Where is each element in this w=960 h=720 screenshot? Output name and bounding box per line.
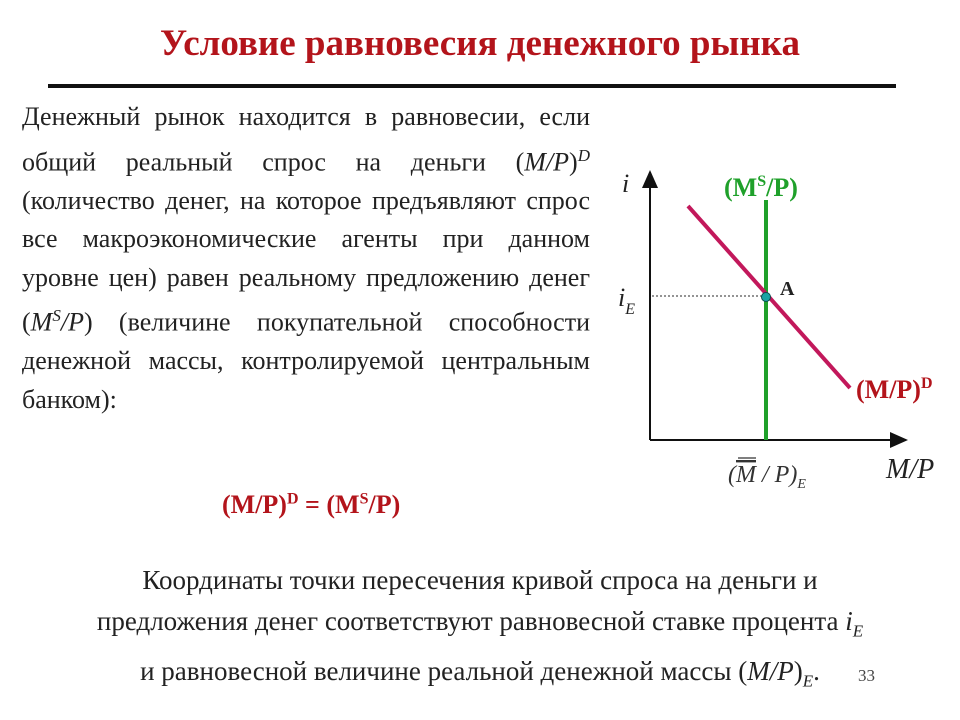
caption-line-3-close: ): [793, 656, 803, 687]
paragraph-demand-var: M/P: [524, 147, 570, 177]
caption-line-2-var: i: [845, 606, 853, 636]
paragraph-demand-sup: D: [577, 145, 590, 165]
caption-line-2: [10, 601, 950, 651]
x-equilibrium-label: [728, 462, 806, 492]
ie-label-var: i: [618, 283, 626, 312]
caption-line-3-var: M/P: [747, 656, 794, 687]
paragraph-part-3: ) (величине покупательной способности денежной массы, контролируемой центральным банком):: [22, 307, 590, 414]
ie-label: [618, 283, 635, 318]
money-market-diagram: [600, 150, 960, 500]
paragraph-demand-close: ): [569, 147, 578, 177]
conclusion-caption: [10, 560, 950, 702]
title-underline: [48, 84, 896, 88]
supply-label-sup: S: [757, 173, 767, 190]
equilibrium-formula: [222, 490, 400, 520]
caption-line-3: [10, 651, 950, 701]
demand-label-a: (M/P): [856, 375, 921, 404]
caption-line-3-end: .: [813, 656, 820, 687]
paragraph-supply-rest: /P: [60, 307, 84, 337]
x-eq-sub: E: [797, 477, 806, 492]
demand-label-sup: D: [920, 375, 933, 392]
formula-rhs-a: (M: [326, 490, 360, 519]
x-eq-rest: / P): [756, 462, 798, 488]
caption-line-3-sub: E: [802, 671, 814, 691]
caption-line-3-text: и равновесной величине реальной денежной массы (: [140, 656, 748, 687]
paragraph-supply-sup: S: [52, 306, 61, 326]
paragraph-part-2: (количество денег, на которое предъявляют спрос все макроэкономические агенты при данном уровне цен) равен реальному предложению денег (: [22, 185, 590, 337]
formula-lhs-sup: D: [286, 490, 299, 508]
supply-label-a: (M: [724, 173, 758, 202]
caption-line-2-sub: E: [852, 621, 864, 641]
x-axis-label: M/P: [886, 454, 935, 485]
formula-equals: =: [298, 490, 327, 519]
y-axis-label: i: [622, 169, 630, 198]
formula-rhs-b: /P): [368, 490, 401, 519]
equilibrium-point: [762, 293, 771, 302]
caption-line-1: Координаты точки пересечения кривой спроса на деньги и: [142, 565, 818, 595]
definition-paragraph: [22, 98, 590, 419]
supply-label: [724, 173, 798, 202]
formula-lhs: (M/P): [222, 490, 287, 519]
x-eq-open: (: [728, 462, 736, 488]
x-eq-m: M: [736, 462, 756, 488]
supply-label-b: /P): [766, 173, 798, 202]
slide-title: Условие равновесия денежного рынка: [160, 23, 800, 64]
point-a-label: A: [780, 278, 795, 300]
formula-rhs-sup: S: [359, 490, 369, 508]
paragraph-part-1: Денежный рынок находится в равновесии, если общий реальный спрос на деньги (: [22, 102, 590, 177]
demand-label: [856, 375, 933, 404]
ie-label-sub: E: [625, 301, 636, 318]
caption-line-2-text: предложения денег соответствуют равновесной ставке процента: [96, 606, 846, 636]
page-number: 33: [858, 666, 875, 685]
paragraph-supply-var: M: [30, 307, 53, 337]
